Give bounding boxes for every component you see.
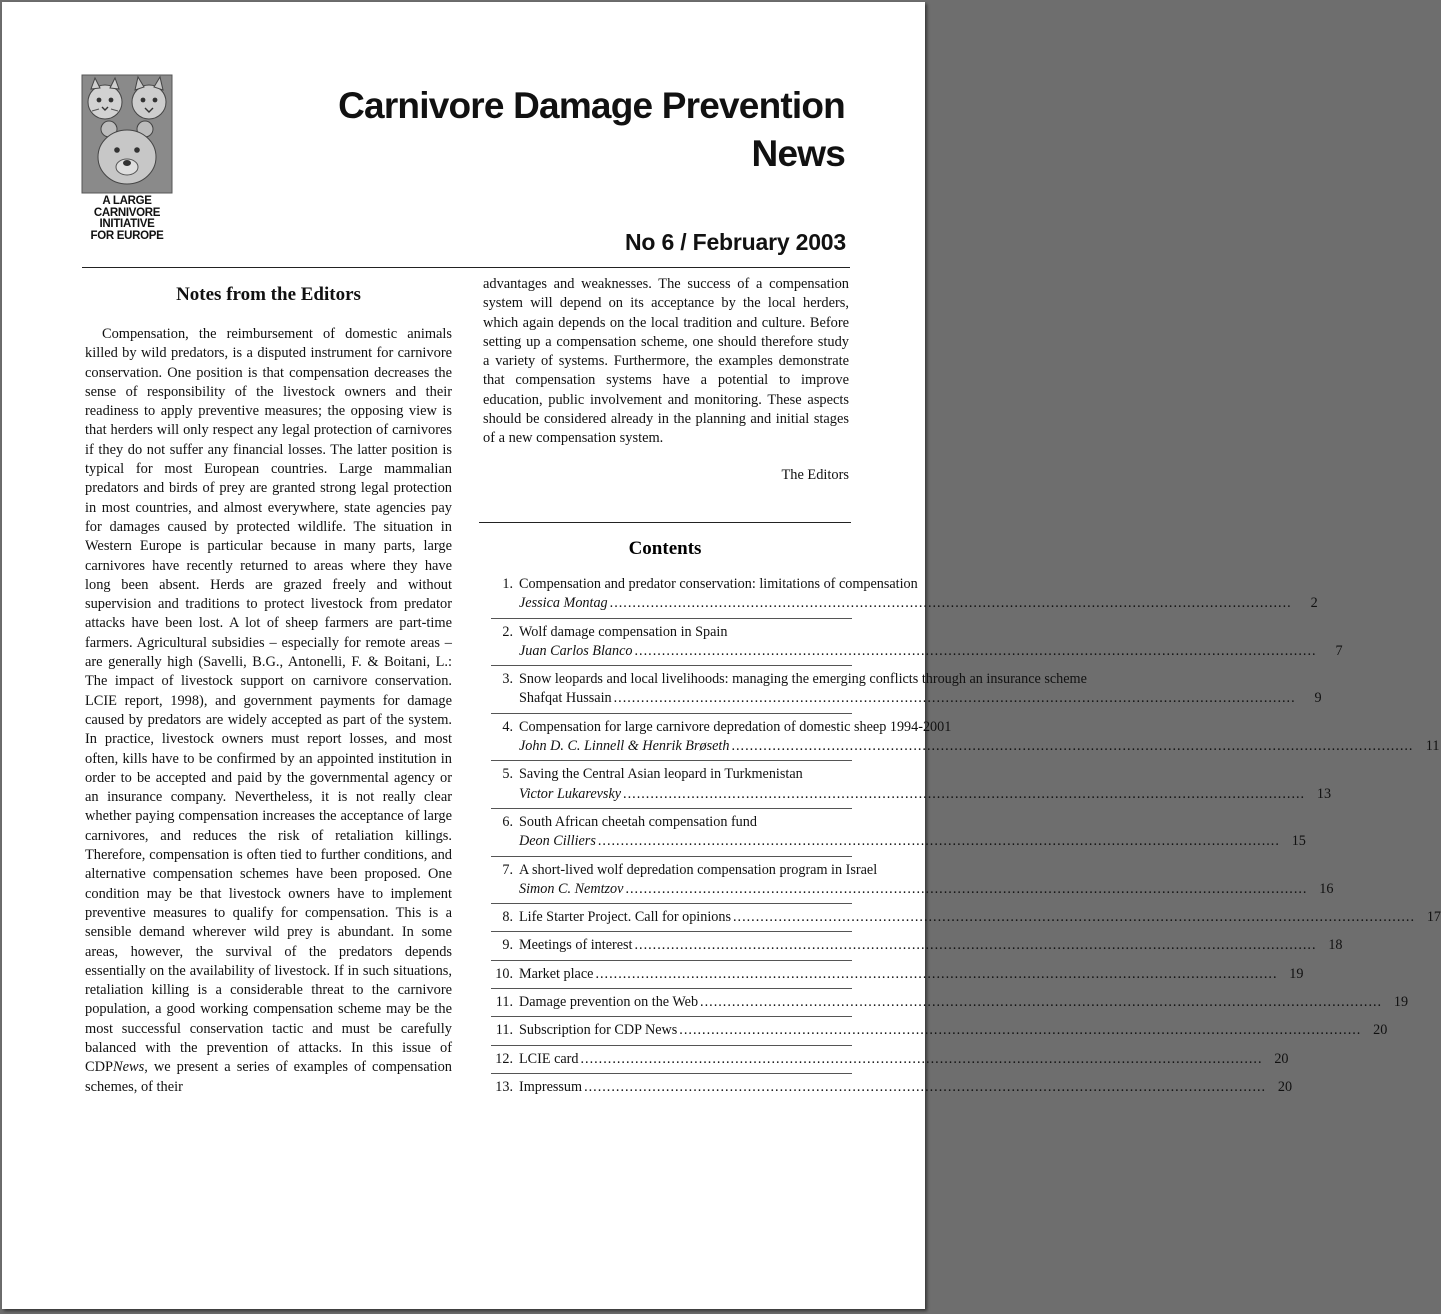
contents-item-page: 2 (1310, 595, 1318, 612)
contents-item-dot-leader (580, 1050, 1262, 1069)
contents-item-number: 2. (502, 623, 513, 640)
newsletter-page (2, 2, 1441, 1309)
contents-item-number: 8. (502, 909, 513, 926)
contents-item[interactable] (491, 861, 1334, 905)
contents-item-page: 7 (1335, 642, 1343, 659)
contents-item[interactable] (491, 1021, 1388, 1045)
contents-item-leader-line (519, 993, 1408, 1012)
title-line-1: Carnivore Damage Prevention (338, 85, 845, 126)
contents-item-number: 7. (502, 861, 513, 878)
contents-item-number: 4. (502, 718, 513, 735)
contents-item-dot-leader (700, 993, 1382, 1012)
contents-item-page: 20 (1373, 1022, 1388, 1039)
contents-item-author: Jessica Montag (519, 595, 608, 612)
contents-item-page: 17 (1426, 909, 1441, 926)
contents-item-dot-leader (584, 1078, 1266, 1097)
contents-item-dot-leader (598, 832, 1280, 851)
contents-item-leader-line (519, 936, 1343, 955)
editorial-heading: Notes from the Editors (176, 284, 361, 305)
contents-item-number: 12. (495, 1050, 513, 1067)
contents-item-body (519, 965, 1303, 984)
contents-item-body (519, 765, 1331, 804)
contents-item[interactable] (491, 623, 1343, 667)
contents-item-author: Juan Carlos Blanco (519, 642, 633, 659)
contents-item-author: John D. C. Linnell & Henrik Brøseth (519, 738, 730, 755)
contents-item-title: South African cheetah compensation fund (519, 813, 757, 830)
contents-item-author: Victor Lukarevsky (519, 785, 622, 802)
editorial-text-tail: , we present a series of examples of compensation schemes, of their (85, 1059, 452, 1095)
contents-item[interactable] (491, 965, 1304, 989)
contents-item-number: 11. (495, 1022, 513, 1039)
contents-item-title: Compensation for large carnivore depredation of domestic sheep 1994-2001 (519, 718, 952, 735)
contents-item-number: 5. (502, 766, 513, 783)
contents-item-dot-leader (635, 642, 1317, 661)
editorial-left-column (85, 283, 452, 1097)
logo-line: CARNIVORE (93, 206, 161, 219)
contents-item-title: Compensation and predator conservation: limitations of compensation (519, 576, 918, 592)
contents-divider (479, 522, 851, 523)
contents-item[interactable] (491, 765, 1332, 809)
contents-item-leader-line (519, 832, 1306, 851)
contents-item-leader-line (519, 737, 1439, 756)
contents-item-number: 3. (502, 671, 513, 688)
contents-item-title: Subscription for CDP News (519, 1022, 678, 1039)
editorial-italic-text: News (113, 1059, 145, 1076)
contents-item-body (519, 1078, 1292, 1097)
contents-item-body (519, 993, 1408, 1012)
contents-item-title: Snow leopards and local livelihoods: managing the emerging conflicts through an insurance scheme (519, 671, 1087, 688)
contents-item-body (519, 861, 1333, 900)
contents-item-leader-line (519, 1078, 1292, 1097)
logo-line: INITIATIVE (99, 218, 155, 230)
contents-item-dot-leader (679, 1021, 1361, 1040)
contents-item[interactable] (491, 936, 1343, 960)
contents-item-page: 20 (1277, 1078, 1293, 1095)
contents-item-number: 13. (495, 1078, 513, 1095)
contents-item-body (519, 813, 1306, 852)
contents-item-dot-leader (625, 880, 1307, 899)
contents-item-dot-leader (610, 594, 1292, 613)
header-divider (82, 267, 850, 268)
contents-item[interactable] (491, 908, 1441, 932)
contents-item-number: 10. (495, 965, 513, 982)
issue-number: No 6 / February 2003 (625, 229, 846, 255)
contents-item-page: 9 (1314, 690, 1322, 707)
contents-item-body (519, 670, 1322, 709)
contents-item-title: Impressum (519, 1078, 583, 1095)
title-line-2: News (751, 133, 845, 174)
contents-item-body (519, 623, 1343, 662)
contents-item-body (519, 936, 1343, 955)
contents-item[interactable] (491, 575, 1318, 619)
contents-item-dot-leader (614, 689, 1296, 708)
contents-item-leader-line (519, 785, 1331, 804)
logo-line: FOR EUROPE (90, 229, 164, 242)
contents-item-dot-leader (733, 908, 1415, 927)
contents-item-page: 18 (1328, 937, 1343, 954)
editorial-text: Compensation, the reimbursement of domestic animals killed by wild predators, is a disputed instrument for carnivore conservation. One position is that compensation decreases the sense of responsibility of the livestock owners and their readiness to apply preventive measures; the opposing view is that herders will only respect any legal protection of carnivores if they do not suffer any financial losses. The latter position is typical for most European countries. Large mammalian predators and birds of prey are granted strong legal protection in most countries, and almost everywhere, state agencies pay for damages caused by protected wildlife. The situation in Western Europe is particular because in many parts, large carnivores have recently returned to areas where they have long been absent. Herds are grazed freely and without supervision and traditions to protect livestock from predator attacks have been lost. A lot of sheep farmers are part-time farmers. Agricultural subsidies – especially for remote areas – are generally high (Savelli, B.G., Antonelli, F. & Boitani, L.: The impact of livestock support on carnivore conservation. LCIE report, 1998), and government payments for damage caused by predators are widely accepted as part of the system. In practice, livestock owners must report losses, and most often, kills have to be confirmed by an appointed institution in order to be accepted and paid by the governmental agency or an insurance company. Nevertheless, it is not really clear whether paying compensation increases the acceptance of large carnivores, and reduces the risk of retaliation killings. Therefore, compensation is often tied to further conditions, and alternative compensation schemes have been proposed. One condition may be that livestock owners have to implement preventive measures to qualify for compensation. This is a sensible demand wherever wild prey is abundant. In some areas, however, the survival of the predators depends essentially on the availability of livestock. If in such situations, retaliation killing is a considerable threat to the carnivore population, a good working compensation scheme may be the most successful conservation tactic and must be carefully balanced with the prevention of attacks. In this issue of CDP (85, 326, 452, 1076)
contents-item-title: Market place (519, 965, 594, 982)
contents-item-page: 13 (1316, 785, 1332, 802)
editorial-continuation: advantages and weaknesses. The success of a compensation system will depend on its acceptance by the local herders, which again depends on the local tradition and culture. Before setting up a compensation scheme, one should therefore study a variety of systems. Furthermore, the examples demonstrate that compensation systems have a potential to improve education, public involvement and monitoring. These aspects should be considered already in the planning and initial stages of a new compensation system. (483, 276, 849, 447)
contents-list (491, 575, 1441, 1105)
contents-item-title: Saving the Central Asian leopard in Turkmenistan (519, 766, 803, 783)
contents-item-number: 11. (495, 994, 513, 1011)
contents-item-body (519, 1021, 1387, 1040)
contents-item[interactable] (491, 718, 1440, 762)
contents-item[interactable] (491, 1050, 1289, 1074)
contents-item-leader-line (519, 594, 1318, 613)
contents-item-body (519, 575, 1318, 614)
contents-item-leader-line (519, 642, 1343, 661)
contents-item[interactable] (491, 993, 1409, 1017)
editorial-right-column (483, 275, 849, 485)
contents-item-leader-line (519, 1021, 1387, 1040)
contents-item-dot-leader (634, 936, 1316, 955)
contents-item-leader-line (519, 689, 1322, 708)
contents-item-body (519, 1050, 1289, 1069)
contents-item-dot-leader (731, 737, 1413, 756)
contents-item-author: Shafqat Hussain (519, 690, 612, 707)
contents-item-title: Wolf damage compensation in Spain (519, 623, 728, 640)
editorial-paragraph (85, 325, 452, 1097)
carnivore-heads-logo-icon (82, 75, 172, 193)
editorial-signature: The Editors (781, 466, 849, 483)
contents-item-body (519, 908, 1441, 927)
contents-item-page: 15 (1291, 833, 1306, 850)
contents-item-title: Damage prevention on the Web (519, 994, 699, 1011)
contents-item-page: 19 (1393, 994, 1409, 1011)
contents-item-body (519, 718, 1439, 757)
contents-item-author: Deon Cilliers (519, 833, 596, 850)
contents-item-title: Meetings of interest (519, 937, 633, 954)
contents-heading: Contents (628, 538, 702, 559)
contents-item[interactable] (491, 670, 1322, 714)
contents-item-author: Simon C. Nemtzov (519, 880, 624, 897)
contents-item-number: 9. (502, 937, 513, 954)
contents-item-number: 1. (502, 576, 513, 592)
contents-item-page: 11 (1425, 738, 1440, 755)
contents-item[interactable] (491, 1078, 1293, 1101)
contents-item-leader-line (519, 908, 1441, 927)
contents-item-page: 16 (1319, 880, 1334, 897)
contents-item-number: 6. (502, 813, 513, 830)
contents-item-title: A short-lived wolf depredation compensation program in Israel (519, 861, 878, 878)
contents-item-leader-line (519, 965, 1303, 984)
contents-item-dot-leader (595, 965, 1277, 984)
contents-item-title: Life Starter Project. Call for opinions (519, 909, 731, 926)
contents-item[interactable] (491, 813, 1306, 857)
logo-caption (82, 196, 172, 242)
contents-item-leader-line (519, 1050, 1289, 1069)
logo-line: A LARGE (102, 195, 152, 207)
contents-item-leader-line (519, 880, 1333, 899)
contents-item-title: LCIE card (519, 1050, 579, 1067)
contents-item-page: 19 (1289, 965, 1304, 982)
contents-item-page: 20 (1274, 1050, 1289, 1067)
contents-item-dot-leader (623, 785, 1305, 804)
newsletter-title (338, 82, 845, 178)
